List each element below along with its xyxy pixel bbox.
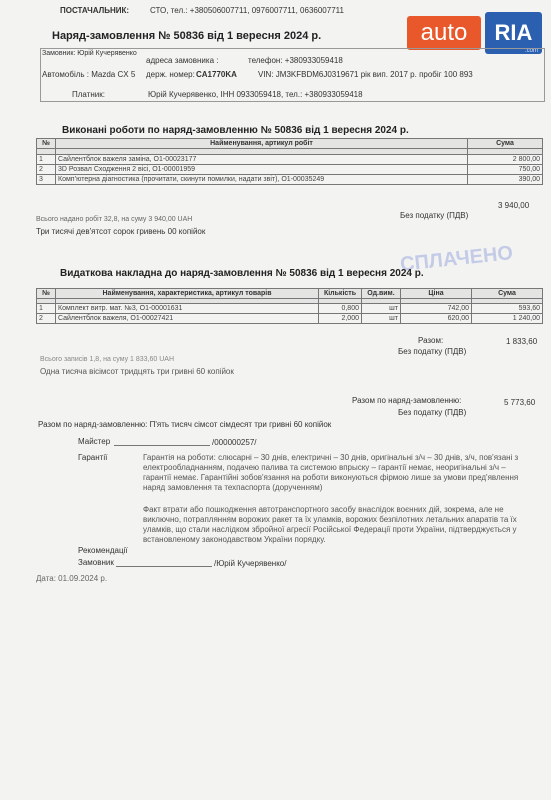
master-id: /000000257/ [212, 438, 257, 447]
works-table [36, 138, 543, 185]
vin-info: VIN: JM3KFBDM6J0319671 рік вип. 2017 р. пробіг 100 893 [258, 70, 473, 79]
invoice-table-header: № Найменування, характеристика, артикул товарів Кількість Од.вим. Ціна Сума [37, 289, 543, 299]
plate-label: держ. номер: [146, 70, 195, 79]
customer-address-label: адреса замовника : [146, 56, 219, 65]
guarantee-label: Гарантії [78, 453, 108, 462]
col-no: № [37, 139, 56, 149]
grand-total-value: 5 773,60 [504, 398, 536, 407]
table-row: 2 Сайлентблок важеля, О1-00027421 2,000 шт 620,00 1 240,00 [37, 314, 543, 324]
paid-stamp: СПЛАЧЕНО [399, 242, 514, 276]
payer-label: Платник: [72, 90, 105, 99]
client-sign-name: /Юрій Кучерявенко/ [214, 559, 287, 568]
order-title: Наряд-замовлення № 50836 від 1 вересня 2024 р. [52, 30, 322, 42]
works-title: Виконані роботи по наряд-замовленню № 50836 від 1 вересня 2024 р. [62, 125, 409, 136]
invoice-table [36, 288, 543, 324]
supplier-info: СТО, тел.: +380506007711, 0976007711, 0636007711 [150, 6, 344, 15]
works-vat: Без податку (ПДВ) [400, 211, 469, 220]
table-row: 3 Комп’ютерна діагностика (прочитати, скинути помилки, надати звіт), О1-00035249 390,00 [37, 175, 543, 185]
invoice-count-line: Всього записів 1,8, на суму 1 833,60 UAH [40, 356, 175, 363]
war-damage-text: Факт втрати або пошкодження автотранспортного засобу внаслідок воєнних дій, зокрема, але не виключно, потраплянням ворожих ракет та їх уламків, ворожих безпілотних летальних апаратів та їх уламків, що стали наслідком збройної агресії Російської Федерації проти України, підтверджується у встановленому законодавством України порядку. [143, 505, 517, 544]
works-total-in-words: Три тисячі дев'ятсот сорок гривень 00 копійок [36, 227, 206, 236]
grand-total-in-words: Разом по наряд-замовленню: П'ять тисяч сімсот сімдесят три гривні 60 копійок [38, 420, 332, 429]
invoice-title: Видаткова накладна до наряд-замовлення № 50836 від 1 вересня 2024 р. [60, 268, 424, 279]
invoice-total-in-words: Одна тисяча вісімсот тридцять три гривні 60 копійок [40, 367, 234, 376]
customer-name: Замовник: Юрій Кучерявенко [42, 50, 137, 57]
table-row: 1 Сайлентблок важеля заміна, О1-00023177 2 800,00 [37, 155, 543, 165]
invoice-total-label: Разом: [418, 336, 444, 345]
guarantee-text: Гарантія на роботи: слюсарні – 30 днів, електричні – 30 днів, оригінальні з/ч – 30 днів, з/ч, пов'язані з електрообладнанням, подачею палива та системою впрыску – гарантії немає, неоригінальні з/ч – гарантії немає. Гарантійні зобов'язання на роботи виконуються фірмою лише за умови пред'явлення наряд замовлення та техпаспорта (дорученням) [143, 453, 519, 492]
recommendations-label: Рекомендації [78, 546, 128, 555]
table-row: 2 3D Розвал Сходження 2 вісі, О1-00001959 750,00 [37, 165, 543, 175]
plate-number: CA1770KA [196, 70, 237, 79]
auto-ria-logo: auto RIA .com [407, 10, 542, 56]
master-sign-line [114, 445, 210, 446]
supplier-label: ПОСТАЧАЛЬНИК: [60, 6, 130, 15]
client-sign-label: Замовник [78, 558, 114, 567]
grand-total-label: Разом по наряд-замовленню: [352, 396, 462, 405]
grand-vat: Без податку (ПДВ) [398, 408, 467, 417]
col-sum: Сума [468, 139, 543, 149]
invoice-vat: Без податку (ПДВ) [398, 347, 467, 356]
works-table-header [37, 139, 543, 149]
invoice-total: 1 833,60 [506, 337, 538, 346]
master-label: Майстер [78, 437, 111, 446]
client-sign-line [116, 566, 212, 567]
works-total: 3 940,00 [498, 201, 530, 210]
car-model: Автомобіль : Mazda CX 5 [42, 70, 136, 79]
works-count-line: Всього надано робіт 32,8, на суму 3 940,00 UAH [36, 216, 193, 223]
payer-info: Юрій Кучерявенко, ІНН 0933059418, тел.: +380933059418 [148, 90, 363, 99]
document-date: Дата: 01.09.2024 р. [36, 574, 108, 583]
col-name: Найменування, артикул робіт [56, 139, 468, 149]
customer-phone: телефон: +380933059418 [248, 56, 343, 65]
table-row: 1 Комплект витр. мат. №3, О1-00001631 0,800 шт 742,00 593,60 [37, 304, 543, 314]
